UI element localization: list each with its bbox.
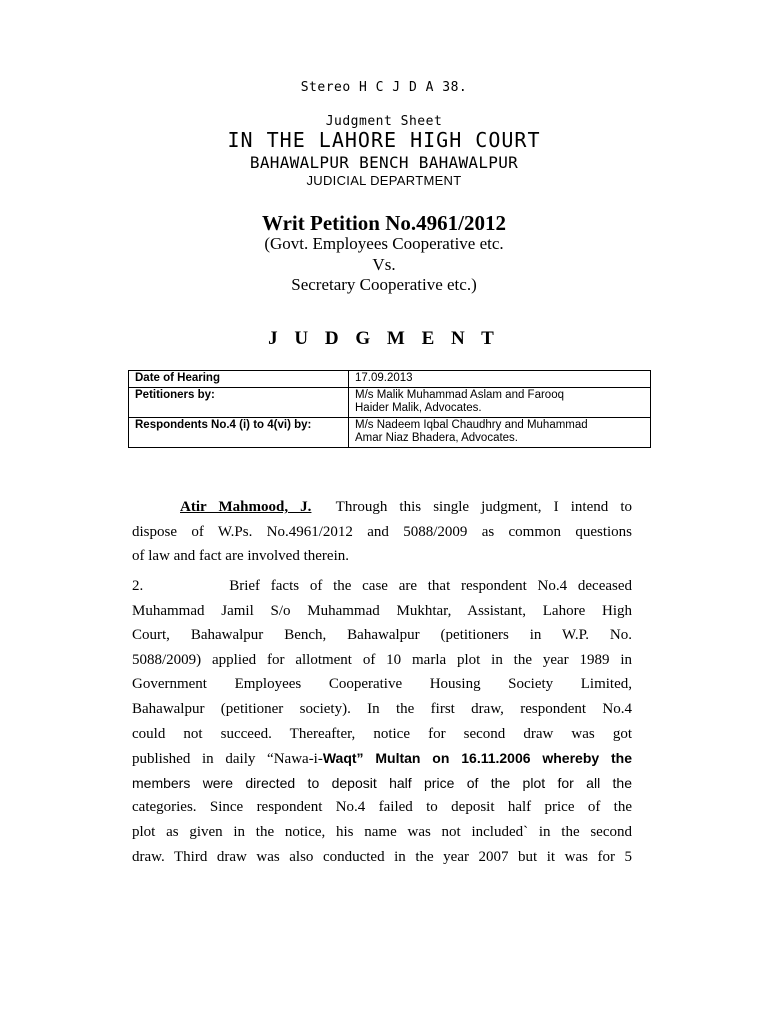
row-value: M/s Nadeem Iqbal Chaudhry and Muhammad Amar Niaz Bhadera, Advocates. — [349, 418, 651, 448]
row-label: Petitioners by: — [129, 388, 349, 418]
case-number: Writ Petition No.4961/2012 — [261, 211, 506, 235]
stereo-code: Stereo H C J D A 38. — [300, 80, 468, 95]
row-label: Date of Hearing — [129, 371, 349, 388]
row-value: 17.09.2013 — [349, 371, 651, 388]
petitioner-party: (Govt. Employees Cooperative etc. — [264, 234, 504, 253]
paragraph-2: 2. Brief facts of the case are that respondent No.4 deceased Muhammad Jamil S/o Muhammad Mukhtar, Assistant, Lahore High Court, Bahawalpur Bench, Bahawalpur (petitioners in W.P. No. 5088/2009) applied for allotment of 10 marla plot in the year 1989 in Government Employees Cooperative Housing Society Limited, Bahawalpur (petitioner society). In the first draw, respondent No.4 could not succeed. Thereafter, notice for second draw was got published in daily “Nawa-i-Waqt” Multan on 16.11.2006 whereby the members were directed to deposit half price of the plot for all the categories. Since respondent No.4 failed to deposit half price of the plot as given in the notice, his name was not included` in the second draw. Third draw was also conducted in the year 2007 but it was for 5 — [132, 578, 632, 865]
judge-name: Atir Mahmood, J. — [180, 499, 312, 515]
table-row — [129, 371, 651, 388]
bench-name: BAHAWALPUR BENCH BAHAWALPUR — [249, 153, 519, 172]
row-label: Respondents No.4 (i) to 4(vi) by: — [129, 418, 349, 448]
table-row — [129, 388, 651, 418]
respondent-party: Secretary Cooperative etc.) — [291, 275, 477, 294]
judgment-heading: J U D G M E N T — [268, 328, 500, 349]
hearing-info-table — [128, 370, 651, 448]
court-name: IN THE LAHORE HIGH COURT — [227, 128, 541, 152]
department-name: JUDICIAL DEPARTMENT — [306, 173, 462, 188]
table-row — [129, 418, 651, 448]
judgment-sheet-label: Judgment Sheet — [325, 114, 443, 129]
row-value: M/s Malik Muhammad Aslam and Farooq Haider Malik, Advocates. — [349, 388, 651, 418]
versus-label: Vs. — [372, 255, 396, 274]
paragraph-1: Atir Mahmood, J. Through this single judgment, I intend to dispose of W.Ps. No.4961/2012 and 5088/2009 as common questions of law and fact are involved therein. — [132, 499, 633, 565]
